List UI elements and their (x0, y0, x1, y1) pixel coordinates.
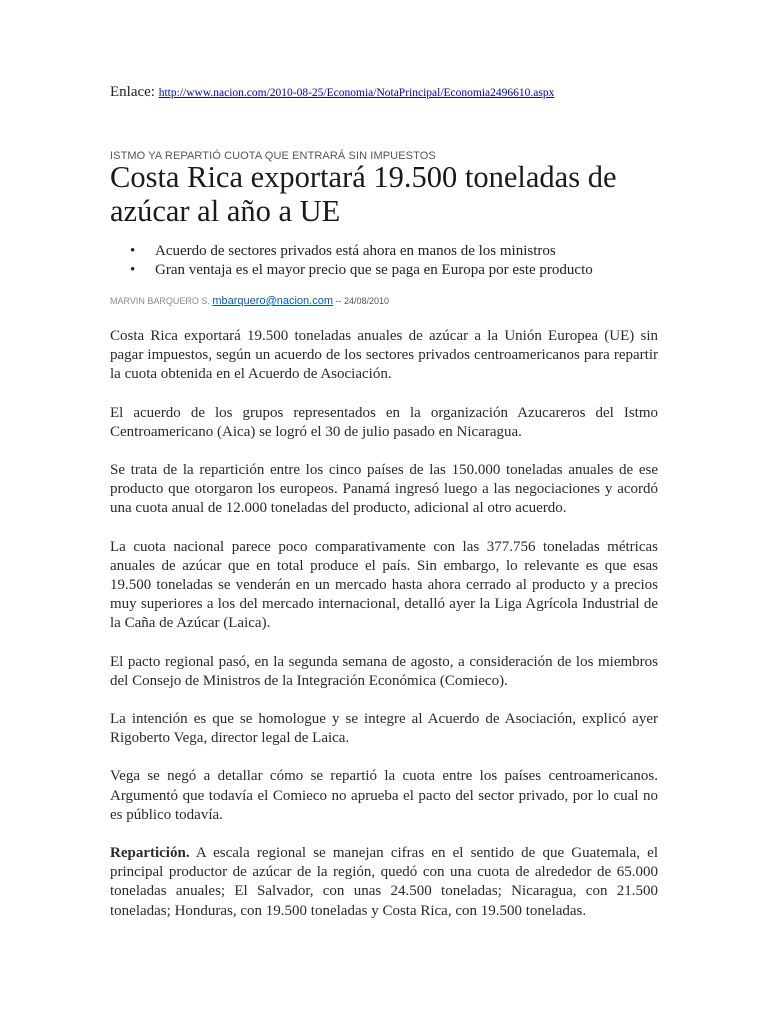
paragraph-text: A escala regional se manejan cifras en el sentido de que Guatemala, el principal productor de azúcar de la región, quedó con una cuota de alrededor de 65.000 toneladas anuales; El Salvador, con unas 24.500 toneladas; Nicaragua, con 21.500 toneladas; Honduras, con 19.500 toneladas y Costa Rica, con 19.500 toneladas. (110, 845, 658, 919)
summary-bullet-text: Acuerdo de sectores privados está ahora en manos de los ministros (155, 243, 556, 259)
source-link[interactable]: http://www.nacion.com/2010-08-25/Economia/NotaPrincipal/Economia2496610.aspx (158, 87, 555, 99)
article-paragraph: El pacto regional pasó, en la segunda semana de agosto, a consideración de los miembros del Consejo de Ministros de la Integración Económica (Comieco). (110, 653, 658, 689)
summary-bullet (110, 261, 593, 280)
article-paragraph: La cuota nacional parece poco comparativamente con las 377.756 toneladas métricas anuales de azúcar que en total produce el país. Sin embargo, lo relevante es que esas 19.500 toneladas se venderán en un mercado hasta ahora cerrado al producto y a precios muy superiores a los del mercado internacional, detalló ayer la Liga Agrícola Industrial de la Caña de Azúcar (Laica). (110, 538, 658, 632)
article-paragraph: La intención es que se homologue y se integre al Acuerdo de Asociación, explicó ayer Rigoberto Vega, director legal de Laica. (110, 711, 658, 747)
source-link-label: Enlace: (110, 84, 155, 100)
article-body (110, 327, 658, 940)
publish-date: -- 24/08/2010 (335, 296, 390, 306)
bullet-icon: • (130, 262, 136, 278)
bullet-icon: • (130, 243, 136, 259)
paragraph-lead: Repartición. (110, 845, 190, 862)
summary-bullet (110, 242, 593, 261)
byline (110, 295, 389, 307)
summary-bullets (110, 242, 593, 280)
article-paragraph: Costa Rica exportará 19.500 toneladas anuales de azúcar a la Unión Europea (UE) sin pagar impuestos, según un acuerdo de los sectores privados centroamericanos para repartir la cuota obtenida en el Acuerdo de Asociación. (110, 328, 658, 383)
source-link-line (110, 84, 554, 101)
article-paragraph: El acuerdo de los grupos representados en la organización Azucareros del Istmo Centroamericano (Aica) se logró el 30 de julio pasado en Nicaragua. (110, 404, 658, 440)
article-paragraph: Se trata de la repartición entre los cinco países de las 150.000 toneladas anuales de ese producto que otorgaron los europeos. Panamá ingresó luego a las negociaciones y acordó una cuota anual de 12.000 toneladas del producto, adicional al otro acuerdo. (110, 462, 658, 517)
author-name: MARVIN BARQUERO S. (110, 296, 210, 306)
kicker: ISTMO YA REPARTIÓ CUOTA QUE ENTRARÁ SIN IMPUESTOS (110, 150, 436, 162)
article-paragraph-last (110, 844, 658, 921)
author-email-link[interactable]: mbarquero@nacion.com (212, 295, 333, 307)
headline: Costa Rica exportará 19.500 toneladas de azúcar al año a UE (110, 160, 617, 228)
summary-bullet-text: Gran ventaja es el mayor precio que se paga en Europa por este producto (155, 262, 593, 278)
article-paragraph: Vega se negó a detallar cómo se repartió la cuota entre los países centroamericanos. Argumentó que todavía el Comieco no aprueba el pacto del sector privado, por lo cual no es público todavía. (110, 768, 658, 823)
